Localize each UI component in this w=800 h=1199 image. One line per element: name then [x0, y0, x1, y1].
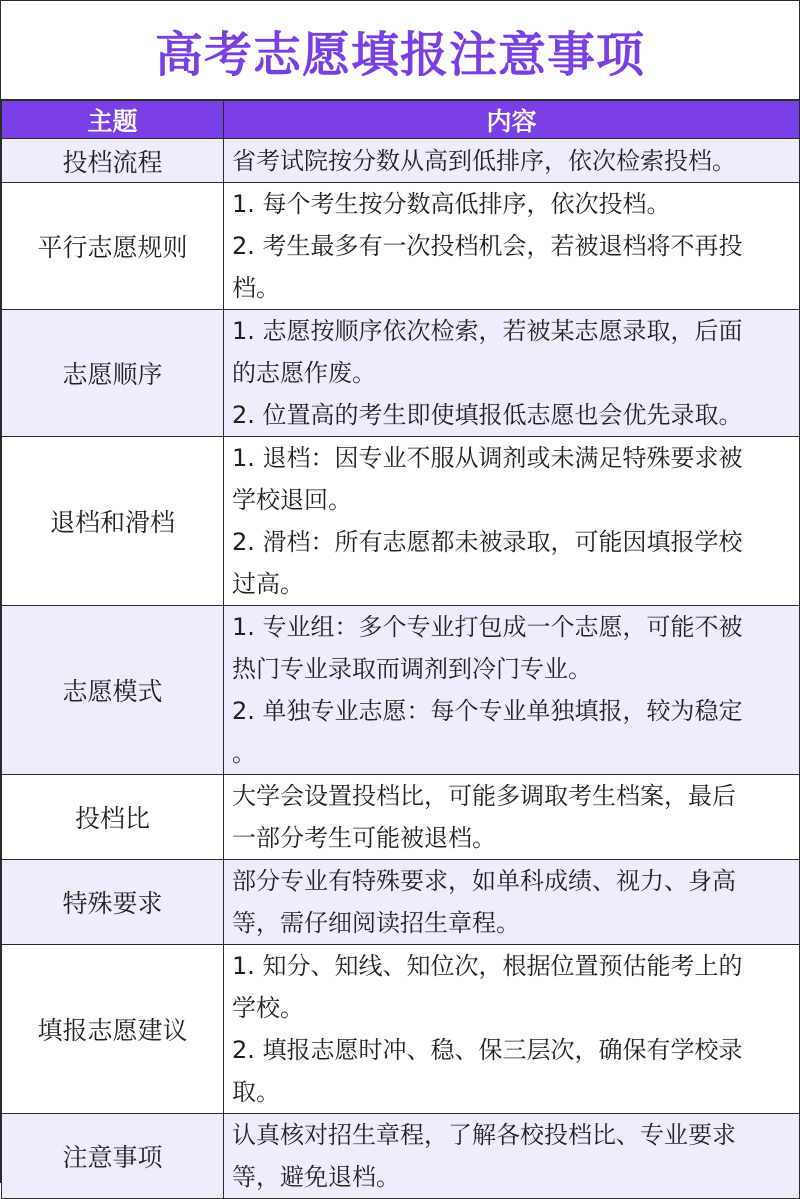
content-line: 的志愿作废。: [232, 359, 376, 387]
row-content: [224, 437, 800, 606]
header-content: 内容: [224, 101, 800, 139]
page-title: 高考志愿填报注意事项: [1, 1, 799, 100]
content-line: 等，避免退档。: [232, 1163, 400, 1191]
row-topic: 特殊要求: [2, 860, 224, 945]
content-line: 档。: [232, 274, 280, 302]
content-line: 取。: [232, 1078, 280, 1106]
content-line: 等，需仔细阅读招生章程。: [232, 909, 520, 937]
content-line: 热门专业录取而调剂到冷门专业。: [232, 655, 592, 683]
content-line: 2. 单独专业志愿：每个专业单独填报，较为稳定: [232, 697, 743, 725]
header-row: [2, 101, 800, 139]
row-topic: 退档和滑档: [2, 437, 224, 606]
content-line: 1. 退档：因专业不服从调剂或未满足特殊要求被: [232, 444, 743, 472]
notes-table: [1, 100, 800, 1199]
content-line: 2. 位置高的考生即使填报低志愿也会优先录取。: [232, 401, 743, 429]
row-content: [224, 606, 800, 775]
content-line: 1. 知分、知线、知位次，根据位置预估能考上的: [232, 952, 743, 980]
table-row: [2, 139, 800, 183]
table-row: [2, 775, 800, 860]
row-content: [224, 139, 800, 183]
table-row: [2, 606, 800, 775]
content-line: 学校退回。: [232, 486, 352, 514]
row-topic: 注意事项: [2, 1114, 224, 1199]
table-row: [2, 945, 800, 1114]
row-topic: 志愿模式: [2, 606, 224, 775]
row-topic: 填报志愿建议: [2, 945, 224, 1114]
content-line: 2. 滑档：所有志愿都未被录取，可能因填报学校: [232, 528, 743, 556]
content-line: 1. 每个考生按分数高低排序，依次投档。: [232, 190, 671, 218]
content-line: 。: [232, 739, 256, 767]
content-line: 2. 填报志愿时冲、稳、保三层次，确保有学校录: [232, 1036, 743, 1064]
row-content: [224, 945, 800, 1114]
row-content: [224, 860, 800, 945]
table-row: [2, 183, 800, 310]
row-content: [224, 775, 800, 860]
content-line: 1. 志愿按顺序依次检索，若被某志愿录取，后面: [232, 317, 743, 345]
content-line: 省考试院按分数从高到低排序，依次检索投档。: [232, 146, 736, 175]
table-row: [2, 437, 800, 606]
row-content: [224, 183, 800, 310]
table-row: [2, 1114, 800, 1199]
row-content: [224, 1114, 800, 1199]
row-topic: 平行志愿规则: [2, 183, 224, 310]
table-row: [2, 860, 800, 945]
content-line: 学校。: [232, 994, 304, 1022]
header-topic: 主题: [2, 101, 224, 139]
content-line: 认真核对招生章程，了解各校投档比、专业要求: [232, 1121, 736, 1149]
row-topic: 志愿顺序: [2, 310, 224, 437]
content-line: 部分专业有特殊要求，如单科成绩、视力、身高: [232, 867, 736, 895]
content-line: 2. 考生最多有一次投档机会，若被退档将不再投: [232, 232, 743, 260]
row-topic: 投档流程: [2, 139, 224, 183]
row-content: [224, 310, 800, 437]
row-topic: 投档比: [2, 775, 224, 860]
content-line: 1. 专业组：多个专业打包成一个志愿，可能不被: [232, 613, 743, 641]
content-line: 过高。: [232, 570, 304, 598]
content-line: 一部分考生可能被退档。: [232, 824, 496, 852]
content-line: 大学会设置投档比，可能多调取考生档案，最后: [232, 782, 736, 810]
table-row: [2, 310, 800, 437]
